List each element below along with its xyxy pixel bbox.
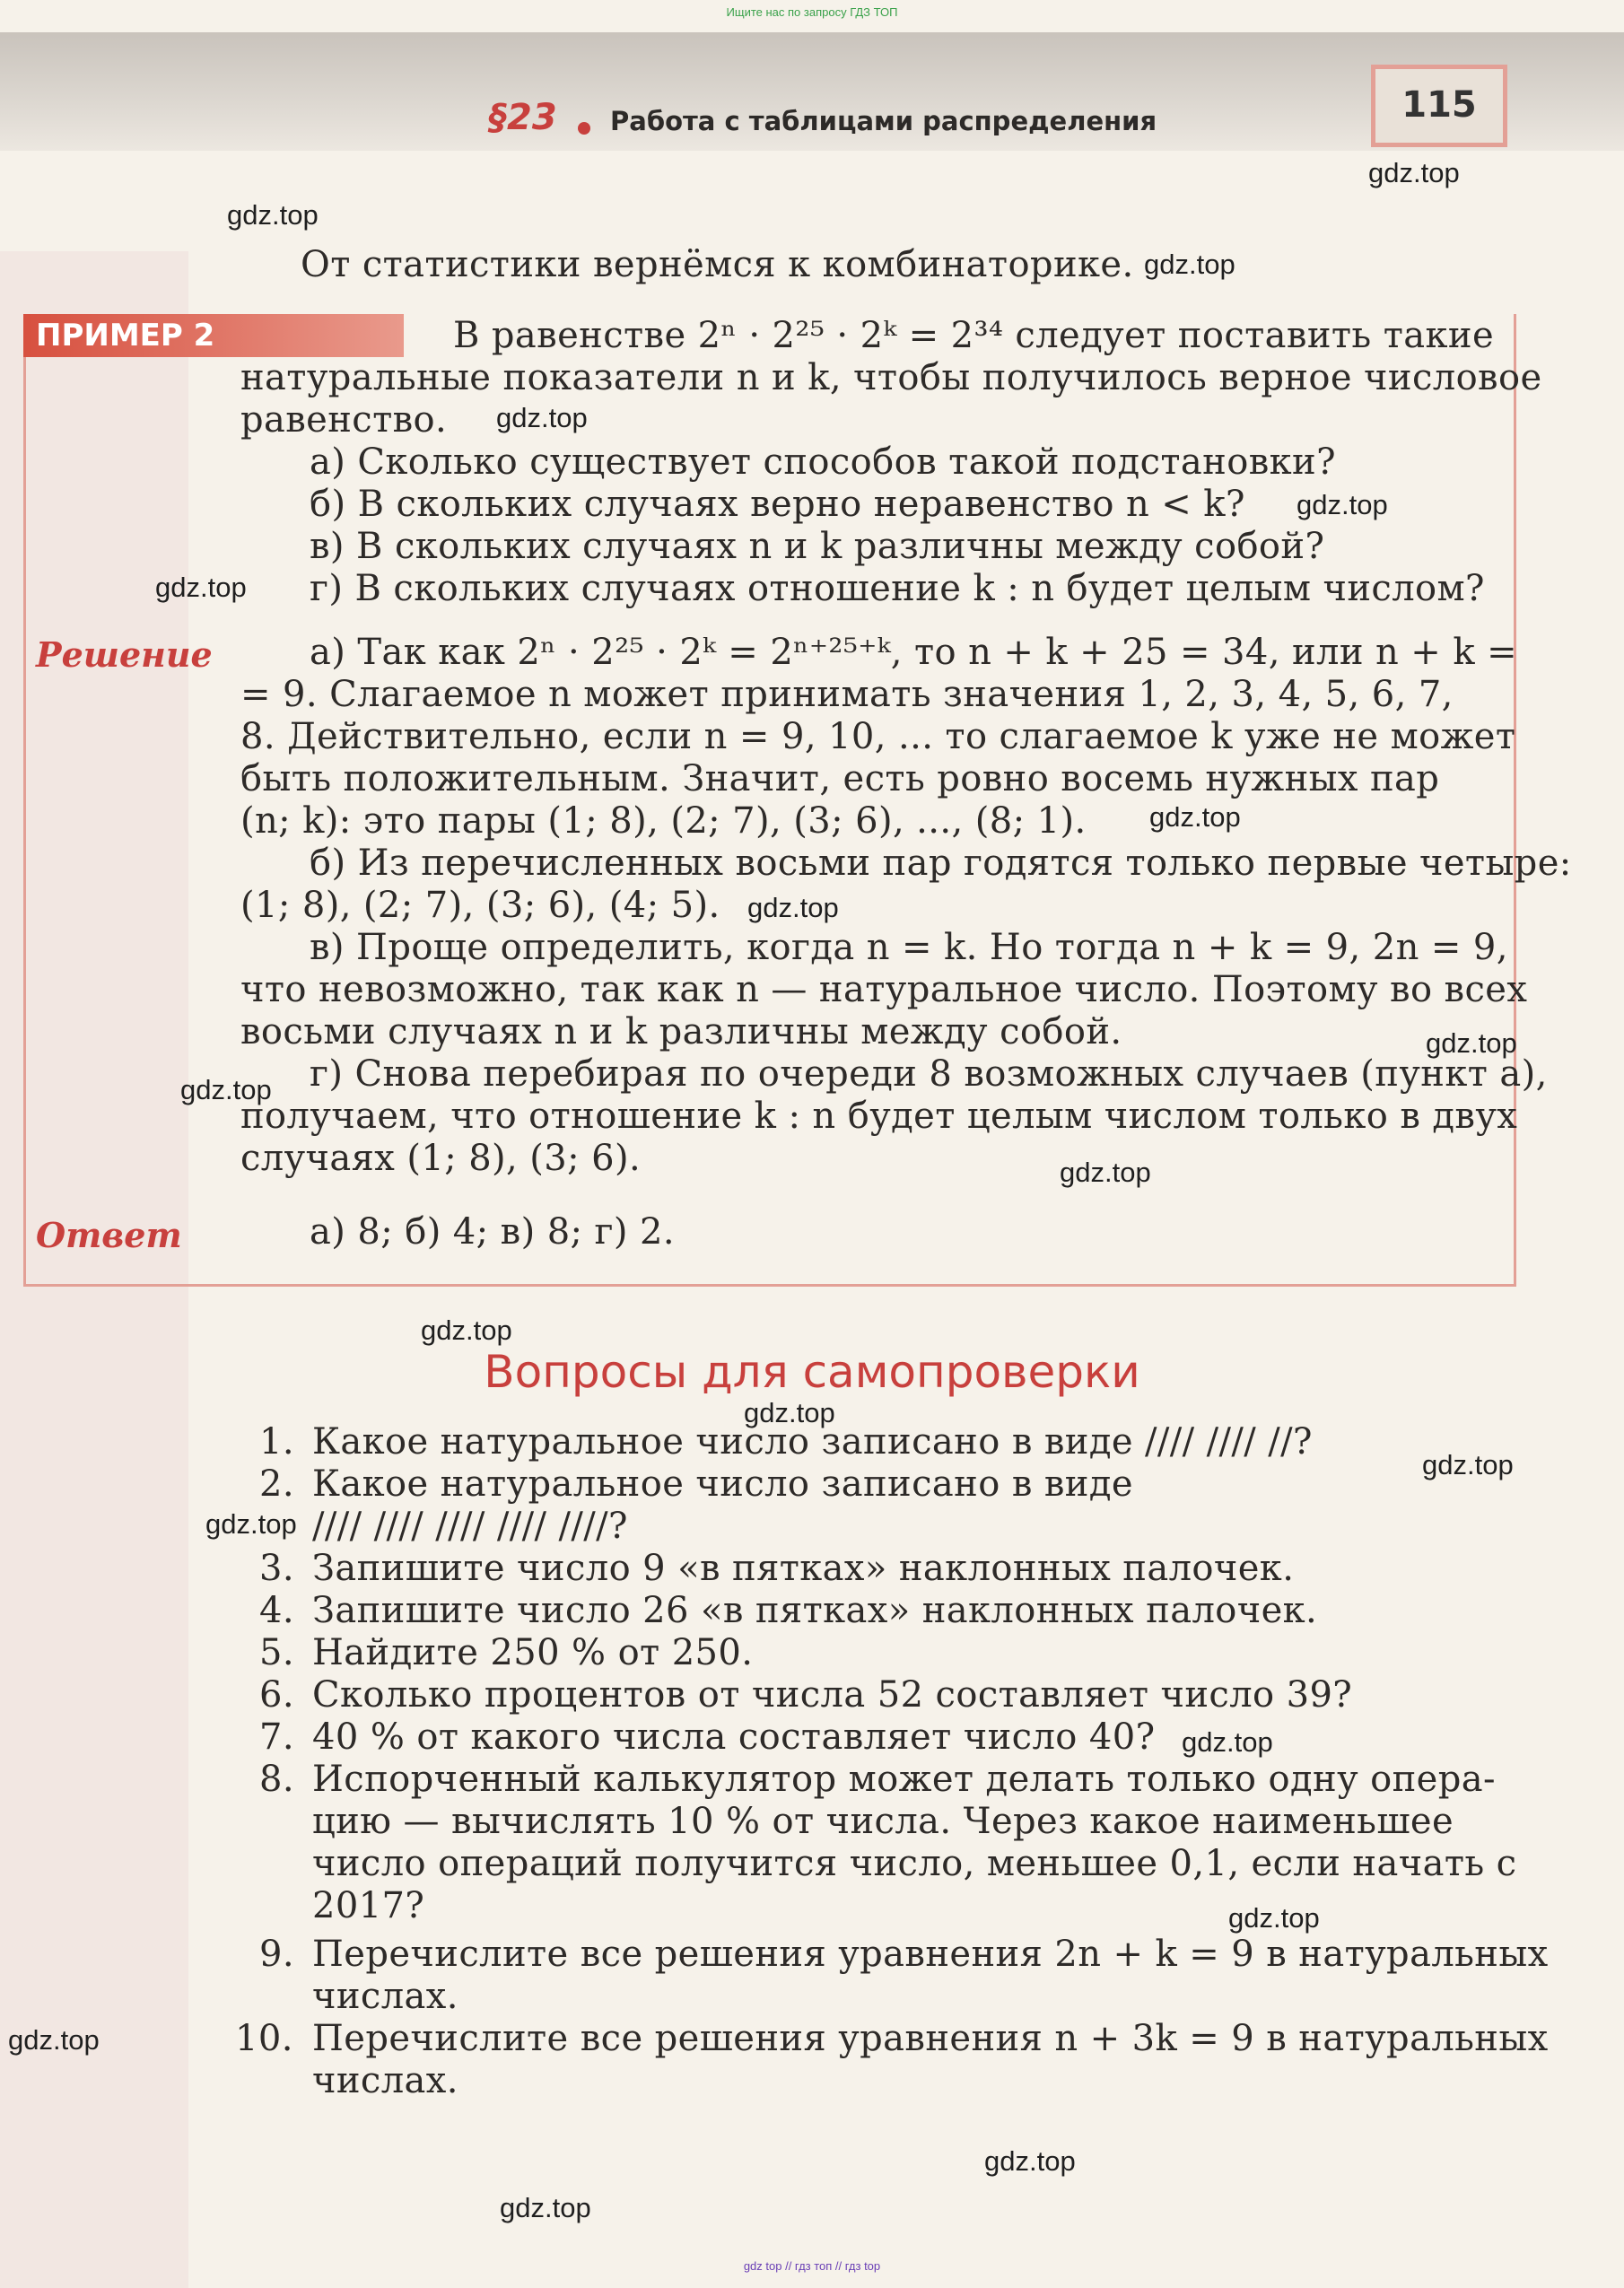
solution-line: что невозможно, так как n — натуральное число. Поэтому во всех	[240, 969, 1528, 1010]
watermark: gdz.top	[227, 199, 319, 231]
question-text: Какое натуральное число записано в виде	[312, 1463, 1133, 1505]
watermark: gdz.top	[1182, 1726, 1273, 1758]
watermark: gdz.top	[1060, 1157, 1151, 1188]
question-text: Запишите число 26 «в пятках» наклонных палочек.	[312, 1590, 1318, 1631]
watermark: gdz.top	[180, 1074, 272, 1105]
watermark: gdz.top	[1422, 1449, 1514, 1480]
solution-line: случаях (1; 8), (3; 6).	[240, 1138, 642, 1179]
question-text: Перечислите все решения уравнения n + 3k = 9 в натуральных	[312, 2018, 1549, 2059]
question-number: 6.	[259, 1674, 294, 1716]
example-line: б) В скольких случаях верно неравенство n < k?	[310, 484, 1245, 525]
solution-line: б) Из перечисленных восьми пар годятся только первые четыре:	[310, 843, 1572, 884]
watermark: gdz.top	[205, 1508, 297, 1540]
question-text: Найдите 250 % от 250.	[312, 1632, 754, 1673]
watermark: gdz.top	[1144, 249, 1235, 280]
example-line: натуральные показатели n и k, чтобы получилось верное числовое	[240, 357, 1542, 398]
watermark: gdz.top	[744, 1397, 835, 1428]
watermark: gdz.top	[155, 572, 247, 603]
watermark: gdz.top	[421, 1314, 512, 1346]
example-line: г) В скольких случаях отношение k : n будет целым числом?	[310, 568, 1485, 609]
question-text: Запишите число 9 «в пятках» наклонных палочек.	[312, 1548, 1295, 1589]
footer-note: gdz top // гдз топ // гдз top	[743, 2259, 881, 2273]
question-number: 8.	[259, 1759, 294, 1800]
watermark: gdz.top	[1368, 157, 1460, 188]
question-text: 40 % от какого числа составляет число 40?	[312, 1716, 1156, 1758]
top-note: Ищите нас по запросу ГДЗ ТОП	[726, 5, 898, 19]
example-tag: ПРИМЕР 2	[23, 314, 404, 357]
watermark: gdz.top	[1297, 489, 1388, 520]
question-text: Испорченный калькулятор может делать только одну опера-	[312, 1759, 1496, 1800]
watermark: gdz.top	[1426, 1027, 1517, 1059]
answer-label: Ответ	[36, 1215, 182, 1255]
solution-line: а) Так как 2ⁿ · 2²⁵ · 2ᵏ = 2ⁿ⁺²⁵⁺ᵏ, то n + k + 25 = 34, или n + k =	[310, 632, 1517, 673]
solution-line: = 9. Слагаемое n может принимать значения 1, 2, 3, 4, 5, 6, 7,	[240, 674, 1454, 715]
watermark: gdz.top	[8, 2024, 100, 2056]
question-number: 7.	[259, 1716, 294, 1758]
example-line: а) Сколько существует способов такой подстановки?	[310, 441, 1336, 483]
question-text: Какое натуральное число записано в виде //// //// //?	[312, 1421, 1313, 1463]
question-number: 4.	[259, 1590, 294, 1631]
watermark: gdz.top	[500, 2192, 591, 2223]
question-number: 5.	[259, 1632, 294, 1673]
answer-text: а) 8; б) 4; в) 8; г) 2.	[310, 1211, 675, 1253]
solution-label: Решение	[36, 634, 213, 675]
watermark: gdz.top	[1228, 1902, 1320, 1934]
section-title: Работа с таблицами распределения	[610, 106, 1157, 136]
solution-line: восьми случаях n и k различны между собой.	[240, 1011, 1122, 1052]
question-text: числах.	[312, 2060, 458, 2101]
question-text: число операций получится число, меньшее 0,1, если начать с	[312, 1843, 1517, 1884]
bullet-dot-icon	[578, 122, 590, 135]
example-line: в) В скольких случаях n и k различны между собой?	[310, 526, 1325, 567]
intro-text: От статистики вернёмся к комбинаторике.	[301, 244, 1134, 285]
watermark: gdz.top	[1149, 801, 1241, 833]
watermark: gdz.top	[747, 892, 839, 923]
watermark: gdz.top	[984, 2145, 1076, 2177]
solution-line: получаем, что отношение k : n будет целым числом только в двух	[240, 1096, 1518, 1137]
question-number: 2.	[259, 1463, 294, 1505]
solution-line: (1; 8), (2; 7), (3; 6), (4; 5).	[240, 885, 720, 926]
question-number: 1.	[259, 1421, 294, 1463]
solution-line: 8. Действительно, если n = 9, 10, ... то слагаемое k уже не может	[240, 716, 1516, 757]
question-text: //// //// //// //// ////?	[312, 1506, 628, 1547]
question-number: 10.	[235, 2018, 293, 2059]
question-text: цию — вычислять 10 % от числа. Через какое наименьшее	[312, 1801, 1454, 1842]
question-number: 3.	[259, 1548, 294, 1589]
question-text: 2017?	[312, 1885, 425, 1926]
question-text: числах.	[312, 1976, 458, 2017]
solution-line: в) Проще определить, когда n = k. Но тогда n + k = 9, 2n = 9,	[310, 927, 1508, 968]
questions-title: Вопросы для самопроверки	[484, 1346, 1140, 1398]
solution-line: быть положительным. Значит, есть ровно восемь нужных пар	[240, 758, 1440, 799]
solution-line: г) Снова перебирая по очереди 8 возможных случаев (пункт а),	[310, 1053, 1548, 1095]
section-number: §23	[489, 97, 557, 138]
example-line: В равенстве 2ⁿ · 2²⁵ · 2ᵏ = 2³⁴ следует поставить такие	[453, 315, 1495, 356]
question-text: Сколько процентов от числа 52 составляет число 39?	[312, 1674, 1353, 1716]
page-number: 115	[1371, 65, 1507, 147]
watermark: gdz.top	[496, 402, 588, 433]
question-number: 9.	[259, 1934, 294, 1975]
solution-line: (n; k): это пары (1; 8), (2; 7), (3; 6), ..., (8; 1).	[240, 800, 1087, 842]
example-line: равенство.	[240, 399, 448, 441]
question-text: Перечислите все решения уравнения 2n + k = 9 в натуральных	[312, 1934, 1549, 1975]
